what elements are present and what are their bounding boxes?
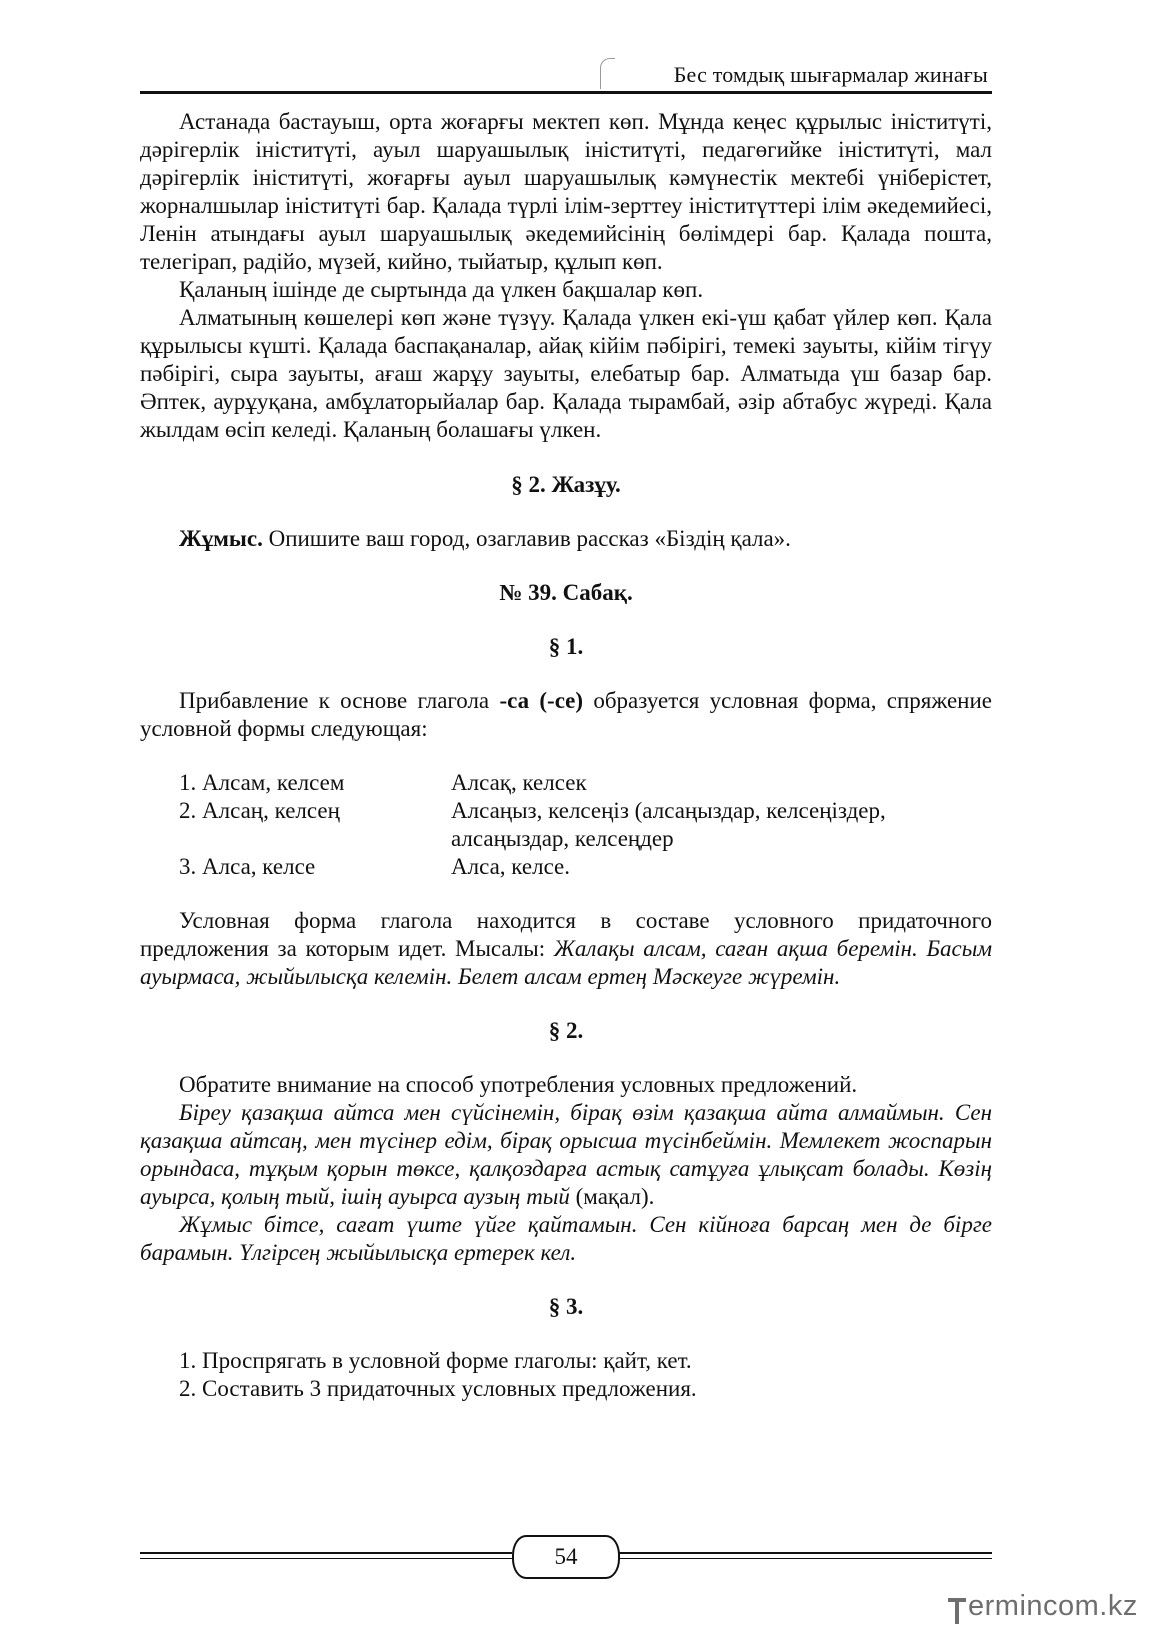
footer-rule-left-thin [140, 1558, 512, 1559]
intro-text: Прибавление к основе глагола [179, 688, 500, 713]
section-heading-3: § 3. [548, 1294, 584, 1319]
examples-italic: Біреу қазақша айтса мен сүйсінемін, бірақ өзім қазақша айта алмаймын. Сен қазақша айтсаң, мен түсінер едім, бірақ орысша түсінбеймін. Мемлекет жоспарын орындаса, тұқым қорын төксе, қалқоздарға астық сатұуға ұлықсат болады. Көзің ауырса, қолың тый, ішің ауырса аузың тый [140, 1100, 992, 1209]
paragraph-conditional-intro [140, 687, 992, 743]
conjugation-plural: Алсақ, келсек [451, 770, 587, 795]
section-heading-2: § 2. [548, 1018, 584, 1043]
page-body [140, 108, 992, 1403]
section-heading-writing: § 2. Жазұу. [511, 472, 621, 497]
footer-rule-right-thin [618, 1558, 992, 1559]
section-heading-1: § 1. [548, 634, 584, 659]
conjugation-singular: 2. Алсаң, келсең [179, 798, 340, 823]
task-label: Жұмыс. [179, 526, 263, 551]
exercise-1: 1. Проспрягать в условной форме глаголы: қайт, кет. [179, 1348, 692, 1373]
suffix-bold: -са (-се) [499, 688, 584, 713]
task-text: Опишите ваш город, озаглавив рассказ «Біздің қала». [262, 526, 791, 551]
paragraph-almaty: Алматының көшелері көп және түзүу. Қалада үлкен екі-үш қабат үйлер көп. Қала құрылысы күшті. Қалада баспақаналар, айақ кійім пәбірігі, темекі зауыты, кійім тігүу пәбірігі, сыра зауыты, ағаш жарұу зауыты, елебатыр бар. Алматыда үш базар бар. Әптек, аурұуқана, амбұлаторыйалар бар. Қалада тырамбай, әзір абтабус жүреді. Қала жылдам өсіп келеді. Қаланың болашағы үлкен. [140, 305, 992, 442]
site-watermark [948, 1590, 1148, 1630]
watermark-t-stem [955, 1598, 959, 1624]
running-header [140, 56, 992, 94]
conjugation-plural: Алсаңыз, келсеңіз (алсаңыздар, келсеңіздер, алсаңыздар, келсеңдер [451, 798, 886, 851]
book-title: Бес томдық шығармалар жинағы [673, 62, 988, 87]
paragraph-astana: Астанада бастауыш, орта жоғарғы мектеп көп. Мұнда кеңес құрылыс ініститүті, дәрігерлік ініститүті, ауыл шаруашылық ініститүті, педагөгийке ініститүті, мал дәрігерлік ініститүті, жоғарғы ауыл шаруашылық кәмүнестік мектебі үніберістет, жорналшылар ініститүті бар. Қалада түрлі ілім-зерттеу ініститүттері ілім әкедемийесі, Ленін атындағы ауыл шаруашылық әкедемийсінің бөлімдері бар. Қалада пошта, телегірап, радійо, мүзей, кийно, тыйатыр, құлып көп. [140, 109, 992, 274]
conjugation-row [179, 769, 992, 797]
watermark-text: ermincom.kz [968, 1590, 1138, 1622]
conjugation-plural: Алса, келсе. [451, 854, 571, 879]
paragraph-attention: Обратите внимание на способ употребления условных предложений. [179, 1072, 858, 1097]
usage-examples: Жалақы алсам, саған ақша беремін. Басым ауырмаса, жыйылысқа келемін. Белет алсам ертең Мәскеуге жүремін. [140, 936, 992, 989]
conjugation-row [179, 797, 992, 853]
conjugation-table [179, 769, 992, 881]
header-ornament [600, 58, 615, 89]
paragraph-examples-1 [140, 1099, 992, 1211]
usage-text: Условная форма глагола находится в составе условного придаточного предложения за которым идет. Мысалы: [140, 908, 992, 961]
paragraph-gardens: Қаланың ішінде де сыртында да үлкен бақшалар көп. [179, 277, 704, 302]
exercise-2: 2. Составить 3 придаточных условных предложения. [179, 1376, 697, 1401]
task-paragraph [140, 525, 992, 553]
conjugation-singular: 1. Алсам, келсем [179, 770, 345, 795]
header-rule [140, 91, 992, 94]
conjugation-row [179, 853, 992, 881]
conjugation-singular: 3. Алса, келсе [179, 854, 316, 879]
footer-rule-left [140, 1552, 512, 1554]
proverb-note: (мақал). [569, 1184, 655, 1209]
lesson-heading: № 39. Сабақ. [499, 580, 633, 605]
page-footer [140, 1535, 992, 1581]
footer-rule-right [618, 1552, 992, 1554]
paragraph-examples-2: Жұмыс бітсе, сағат үште үйге қайтамын. Сен кійноға барсаң мен де бірге барамын. Үлгірсең жыйылысқа ертерек кел. [140, 1212, 992, 1265]
page-number: 54 [512, 1535, 620, 1579]
paragraph-conditional-usage [140, 907, 992, 991]
intro-text-end: образуется условная форма, спряжение условной формы следующая: [140, 688, 992, 741]
